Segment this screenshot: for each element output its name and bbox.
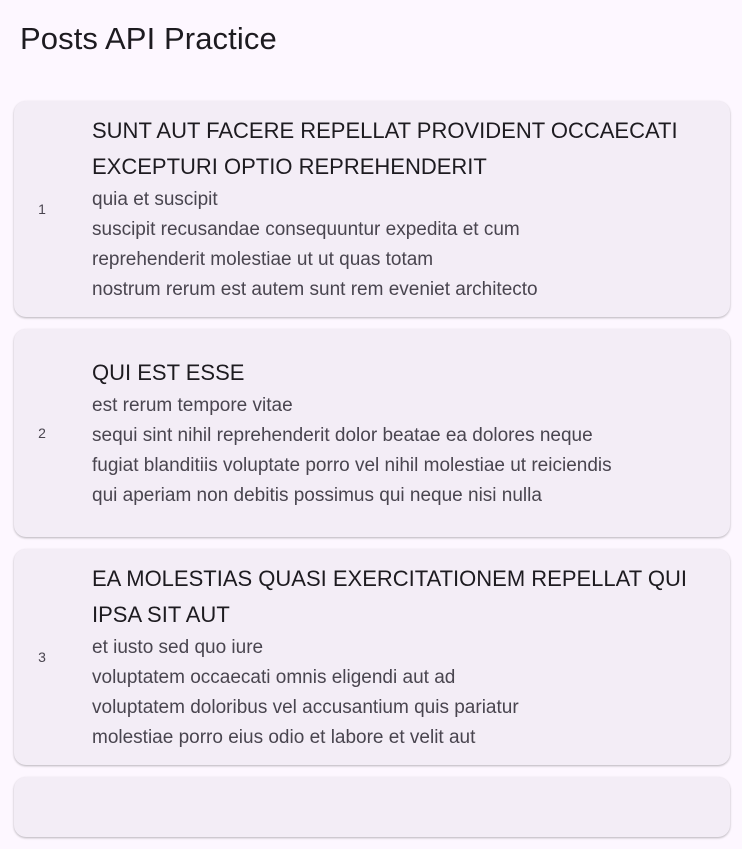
post-body: et iusto sed quo iure voluptatem occaecati omnis eligendi aut ad voluptatem doloribus vel accusantium quis pariatur molestiae porro eius odio et labore et velit aut <box>92 637 519 748</box>
app-bar <box>0 0 742 82</box>
post-id: 2 <box>38 425 46 441</box>
post-content <box>92 561 714 753</box>
post-title: SUNT AUT FACERE REPELLAT PROVIDENT OCCAECATI EXCEPTURI OPTIO REPREHENDERIT <box>92 118 678 179</box>
page-title: Posts API Practice <box>20 21 277 56</box>
post-id: 3 <box>38 649 46 665</box>
post-title: QUI EST ESSE <box>92 360 245 385</box>
post-card[interactable] <box>14 101 730 317</box>
post-content <box>92 355 714 511</box>
post-card[interactable] <box>14 329 730 537</box>
post-body: est rerum tempore vitae sequi sint nihil reprehenderit dolor beatae ea dolores neque fugiat blanditiis voluptate porro vel nihil molestiae ut reiciendis qui aperiam non debitis possimus qui neque nisi nulla <box>92 395 612 506</box>
post-card[interactable] <box>14 549 730 765</box>
post-id: 1 <box>38 201 46 217</box>
post-content <box>92 113 714 305</box>
post-title: EA MOLESTIAS QUASI EXERCITATIONEM REPELLAT QUI IPSA SIT AUT <box>92 566 687 627</box>
post-card-partial[interactable] <box>14 777 730 837</box>
post-list[interactable] <box>14 101 730 849</box>
post-body: quia et suscipit suscipit recusandae consequuntur expedita et cum reprehenderit molestiae ut ut quas totam nostrum rerum est autem sunt rem eveniet architecto <box>92 189 538 300</box>
